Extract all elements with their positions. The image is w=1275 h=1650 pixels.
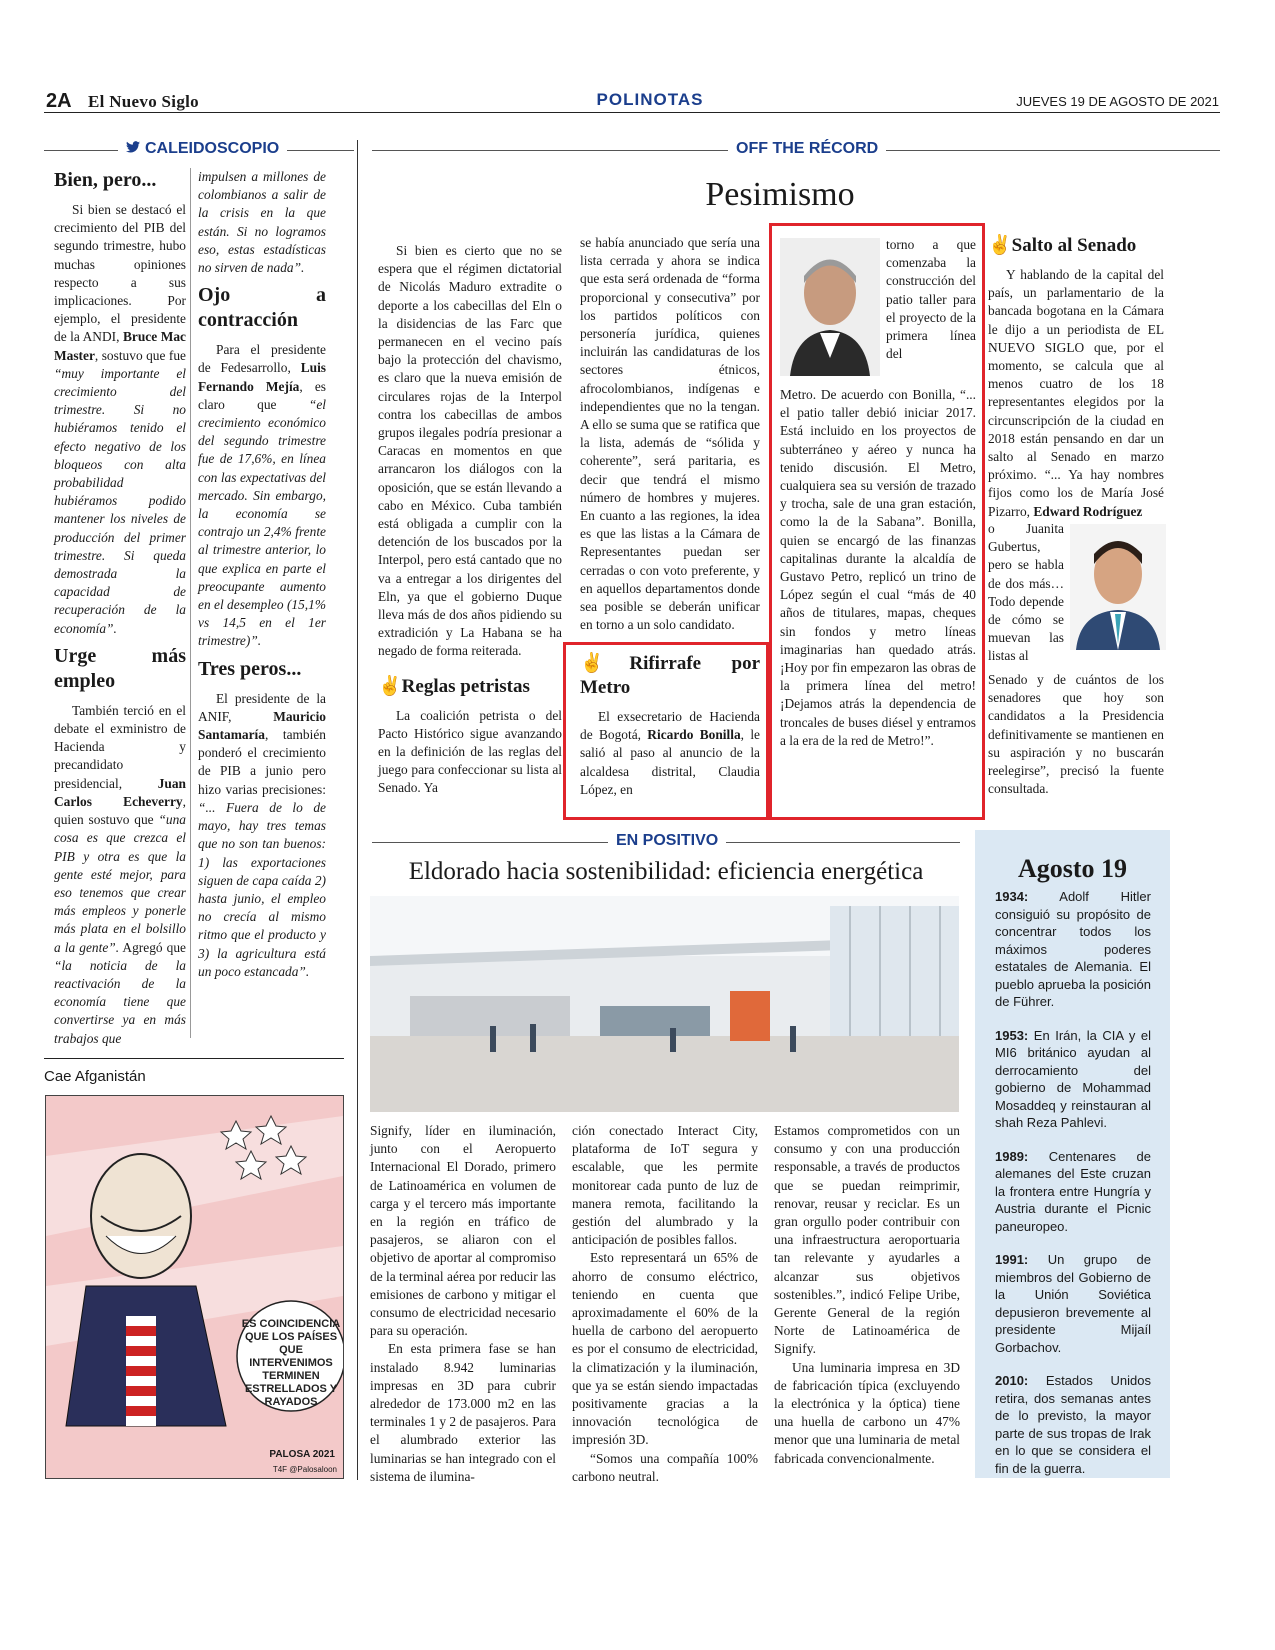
paragraph: “Somos una compañía 100% carbono neutral.: [572, 1450, 758, 1484]
paragraph: Esto representará un 65% de ahorro de consumo eléctrico, teniendo en cuenta que aproximadamente el 60% de la huella de carbono del aeropuerto es por el consumo de electricidad, la climatización y la iluminación, que ya se están siendo impactadas positivamente gracias a la innovación tecnológica de impresión 3D.: [572, 1250, 758, 1448]
paragraph: Para el presidente de Fedesarrollo, Luis Fernando Mejía, es claro que “el crecimiento económico del segundo trimestre fue de 17,6%, en línea con las expectativas del mercado. Sin embargo, la economía se contrajo un 2,4% frente al trimestre anterior, lo que explica en parte el preocupante aumento en el desempleo (15,1% vs 14,5 en el 1er trimestre)”.: [198, 342, 326, 649]
paragraph: Estamos comprometidos con un consumo y con una producción responsable, a través de productos que se puedan reimprimir, renovar, reusar y reciclar. Es un gran orgullo poder contribuir con una infraestructura aeroportuaria tan relevante y ayudarles a alcanzar sus objetivos sostenibles.”, indicó Felipe Uribe, Gerente General de la región Norte de Latinoamérica de Signify.: [774, 1123, 960, 1357]
paragraph: Si bien se destacó el crecimiento del PIB del segundo trimestre, hubo muchas opiniones respecto a sus implicaciones. Por ejemplo, el presidente de la ANDI, Bruce Mac Master, sostuvo que fue “muy importante el crecimiento del trimestre. Si no hubiéramos tenido el efecto negativo de los bloqueos con alta probabilidad hubiéramos podido mantener los niveles de producción del primer trimestre. Si queda demostrada la capacidad de recuperación de la economía”.: [54, 202, 186, 636]
political-cartoon: [45, 1095, 344, 1479]
cartoonist-signature: PALOSA 2021: [269, 1449, 335, 1460]
paragraph: Signify, líder en iluminación, junto con el Aeropuerto Internacional El Dorado, primero de Latinoamérica en volumen de carga y el tercero más importante en la región en tráfico de pasajeros, se aliaron con el objetivo de aportar al compromiso de la terminal aérea por reducir las emisiones de carbono y mitigar el consumo de electricidad necesario para su operación.: [370, 1123, 556, 1339]
paragraph: En esta primera fase se han instalado 8.942 luminarias impresas en 3D para cubrir alrededor de 173.000 m2 en las terminales 1 y 2 de pasajeros. Para el alumbrado exterior las luminarias se han integrado con el sistema de ilumina-: [370, 1341, 556, 1484]
metro-col-body: [780, 386, 976, 750]
header-rule: [44, 112, 1220, 113]
page-number: 2A: [46, 90, 72, 112]
paragraph: Si bien es cierto que no se espera que el régimen dictatorial de Nicolás Maduro extradite o deporte a los cabecillas del Eln o la disidencias de las Farc que permanecen en el vecino país bajo la protección del chavismo, es claro que la nueva emisión de circulares rojas de la Interpol contra los cabecillas de ambos grupos ilegales podría presionar a Caracas en momentos en que arrancaron los diálogos con la oposición, que se están llevando a cabo en México. Cuba también está obligada a cumplir con la detención de los buscados por la Interpol, pero está cantado que no va a entregar a los dirigentes del Eln, ya que el gobierno Duque lleva más de dos años pidiendo su extradición y La Habana se ha negado de forma reiterada.: [378, 243, 562, 659]
enpositivo-title: Eldorado hacia sostenibilidad: eficiencia energética: [408, 858, 924, 885]
airport-photo: [370, 896, 959, 1112]
portrait-illustration: [1070, 524, 1166, 650]
airport-terminal-illustration: [370, 896, 959, 1112]
heading-reglas-petristas: ✌Reglas petristas: [378, 675, 530, 697]
newspaper-name: El Nuevo Siglo: [88, 92, 199, 111]
rifirrafe-story: [580, 652, 760, 799]
offrecord-col-4: [988, 234, 1164, 521]
metro-col-top: [886, 236, 976, 363]
cartoon-title: Cae Afganistán: [44, 1068, 146, 1085]
caleidoscopio-label: CALEIDOSCOPIO: [145, 140, 280, 157]
heading-urge-empleo: Urge más empleo: [54, 644, 186, 692]
enpositivo-col-1: [370, 1122, 556, 1486]
offrecord-title: Pesimismo: [705, 176, 855, 213]
heading-salto-senado: ✌Salto al Senado: [988, 235, 1137, 256]
caleidoscopio-col-2: [198, 168, 326, 981]
caleidoscopio-kicker: [118, 140, 287, 158]
paragraph: Y hablando de la capital del país, un parlamentario de la bancada bogotana en la Cámara le dijo a un periodista de EL NUEVO SIGLO que, por el momento, se calcula que al menos cuatro de los 18 representantes elegidos por la circunscripción de la ciudad en 2018 están pensando en dar un salto al Senado en marzo próximo. “... Ya hay nombres fijos como los de María José Pizarro, Edward Rodríguez: [988, 267, 1164, 519]
paragraph: Senado y de cuántos de los senadores que hoy son candidatos a la Presidencia definitivamente se mantienen en su aspiración y no buscarán reelegirse”, precisó la fuente consultada.: [988, 672, 1164, 797]
paragraph: ción conectado Interact City, plataforma de IoT segura y escalable, que les permite monitorear cada punto de luz de manera remota, facilitando la gestión del alumbrado y la anticipación de posibles fallos.: [572, 1123, 758, 1248]
portrait-illustration: [780, 238, 880, 376]
agosto-list: [995, 888, 1151, 1493]
enpositivo-col-2: [572, 1122, 758, 1486]
twitter-bird-icon: [126, 140, 140, 152]
heading-rifirrafe: ✌Rifirrafe por Metro: [580, 653, 760, 698]
paragraph: Una luminaria impresa en 3D de fabricación típica (excluyendo la electrónica y la óptica) tiene una huella de carbono un 47% menor que una luminaria de metal fabricada convencionalmente.: [774, 1359, 960, 1466]
enpositivo-col-3: [774, 1122, 960, 1468]
cartoon-credit: T4F @Palosaloon: [272, 1465, 337, 1474]
issue-date: JUEVES 19 DE AGOSTO DE 2021: [1016, 94, 1219, 109]
list-item: 1991: Un grupo de miembros del Gobierno de la Unión Soviética depusieron brevemente al presidente Mijaíl Gorbachov.: [995, 1252, 1151, 1355]
heading-bien-pero: Bien, pero...: [54, 169, 157, 191]
victory-hand-icon: ✌: [580, 653, 630, 674]
paragraph: Metro. De acuerdo con Bonilla, “... el patio taller debió iniciar 2017. Está incluido en los proyectos de subterráneo y aéreo y nunca ha tenido discusión. El Metro, cualquiera sea su versión de trazado y trocha, sale de una gran estación, como la de la Sabana”. Bonilla, quien se encargó de las finanzas capitalinas durante la alcaldía de Gustavo Petro, replicó un trino de López según el cual “más de 40 años de titulares, mapas, cheques sin fondos y metro líneas imaginarias han quedado atrás. ¡Hoy por fin empezaron las obras de la primera línea del metro! ¡Dejamos atrás la dependencia de troncales de buses diésel y entramos a la era de la red de Metro!”.: [780, 387, 976, 748]
victory-hand-icon: ✌: [378, 675, 402, 697]
paragraph: El exsecretario de Hacienda de Bogotá, Ricardo Bonilla, le salió al paso al anuncio de la alcaldesa distrital, Claudia López, en: [580, 709, 760, 797]
offrecord-col-4c: [988, 671, 1164, 798]
column-divider: [190, 168, 191, 1038]
caleidoscopio-col-1: [54, 168, 186, 1048]
victory-hand-icon: ✌: [988, 235, 1012, 256]
rodriguez-photo: [1070, 524, 1166, 650]
section-name: POLINOTAS: [596, 90, 704, 109]
heading-tres-peros: Tres peros...: [198, 657, 302, 680]
list-item: 1989: Centenares de alemanes del Este cruzan la frontera entre Hungría y Austria durante el Picnic paneuropeo.: [995, 1148, 1151, 1234]
list-item: 1934: Adolf Hitler consiguió su propósito de concentrar todos los máximos poderes estatales de Alemania. El pueblo aprueba la posición de Führer.: [995, 889, 1151, 1009]
speech-bubble-text: ES COINCIDENCIA QUE LOS PAÍSES QUE INTERVENIMOS TERMINEN ESTRELLADOS Y RAYADOS: [241, 1318, 341, 1408]
agosto-title: Agosto 19: [1017, 854, 1128, 883]
enpositivo-kicker: EN POSITIVO: [608, 832, 726, 850]
offrecord-col-4b: [988, 520, 1064, 666]
list-item: 2010: Estados Unidos retira, dos semanas antes de lo previsto, la mayor parte de sus tropas de Irak en lo que se considera el fin de la guerra.: [995, 1373, 1151, 1476]
cartoon-rule: [44, 1058, 344, 1059]
section-divider: [357, 140, 358, 1480]
paragraph: torno a que comenzaba la construcción del patio taller para el proyecto de la primera línea del: [886, 237, 976, 362]
paragraph: impulsen a millones de colombianos a salir de la crisis en la que están. Si no logramos eso, estas estadísticas no sirven de nada”.: [198, 169, 326, 276]
paragraph: La coalición petrista o del Pacto Histórico sigue avanzando en la definición de las reglas del juego para confeccionar su lista al Senado. Ya: [378, 707, 562, 796]
offrecord-col-1: [378, 242, 562, 798]
list-item: 1953: En Irán, la CIA y el MI6 británico ayudan al derrocamiento del gobierno de Mohammad Mosaddeq y reinstauran al shah Reza Pahlevi.: [995, 1027, 1151, 1130]
paragraph: También terció en el debate el exministro de Hacienda y precandidato presidencial, Juan Carlos Echeverry, quien sostuvo que “una cosa es que crezca el PIB y otra es que la gente esté mejor, para eso tenemos que crear más empleos y ponerle más plata en el bolsillo a la gente”. Agregó que “la noticia de la reactivación de la economía tiene que convertirse ya en más trabajos que: [54, 702, 186, 1046]
offrecord-kicker: OFF THE RÉCORD: [728, 140, 886, 158]
bonilla-photo: [780, 238, 880, 376]
paragraph: se había anunciado que sería una lista cerrada y ahora se indica que esta será ordenada de “forma proporcional y consecutiva” por los partidos políticos con personería jurídica, quienes incluirán las candidaturas de los sectores étnicos, afrocolombianos, indígenas e independientes que no la tengan. A ello se suma que se ratifica que la lista, además de “sólida y coherente”, será paritaria, es decir que tendrá el mismo número de hombres y mujeres. En cuanto a las regiones, la idea es que las listas a la Cámara de Representantes puedan ser cerradas o con voto preferente, y en aquellos departamentos donde sea posible se deberán unificar en torno a un solo candidato.: [580, 235, 760, 633]
paragraph: El presidente de la ANIF, Mauricio Santamaría, también ponderó el crecimiento de PIB a junio pero hizo varias precisiones: “... Fuera de lo de mayo, hay tres temas que no son tan buenos: 1) las exportaciones siguen de capa caída 2) hasta junio, el empleo no crecía al mismo ritmo que el producto y 3) la agricultura está un poco estancada”.: [198, 690, 326, 979]
offrecord-col-2: [580, 234, 760, 634]
cartoon-illustration: [46, 1096, 343, 1478]
heading-ojo-contraccion: Ojo a contracción: [198, 284, 326, 332]
paragraph: o Juanita Gubertus, pero se habla de dos más… Todo depende de cómo se muevan las listas al: [988, 521, 1064, 664]
